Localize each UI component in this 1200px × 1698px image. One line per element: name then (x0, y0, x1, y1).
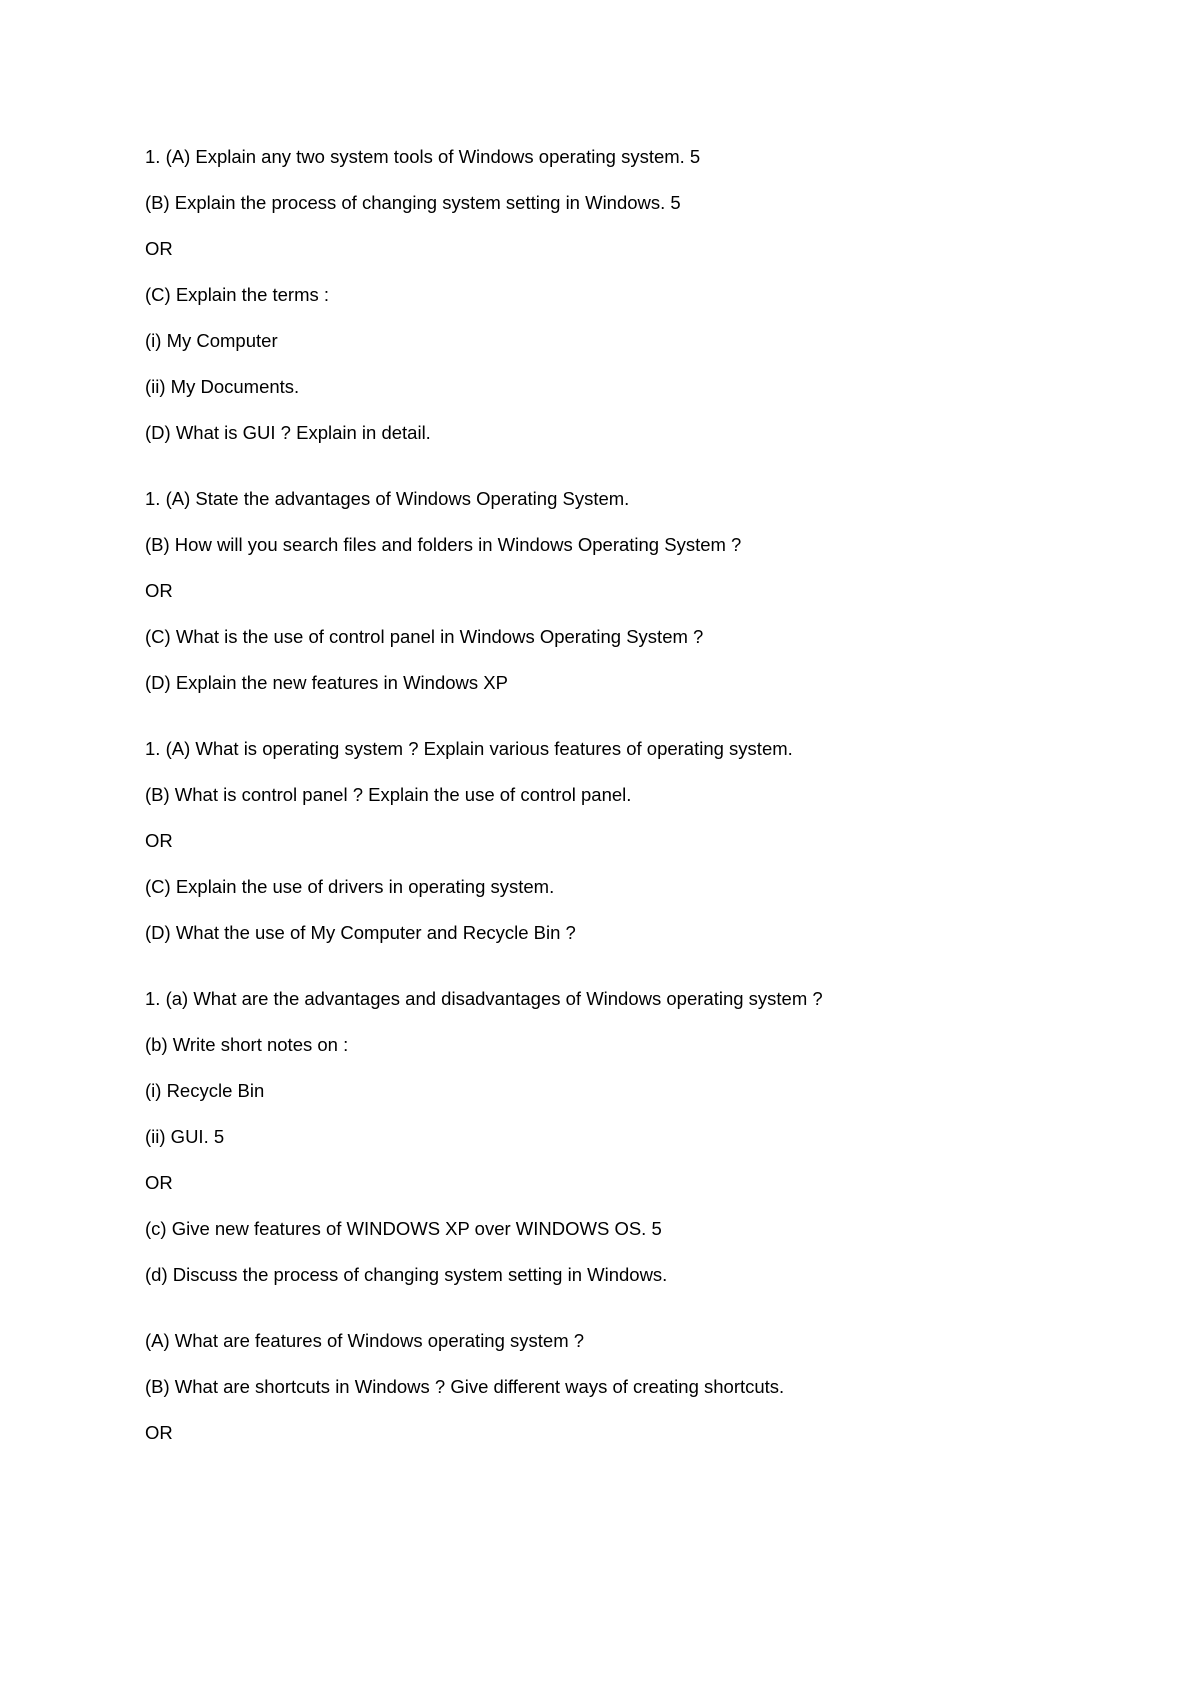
question-line: 1. (A) State the advantages of Windows Operating System. (145, 488, 630, 509)
question-line: (D) What is GUI ? Explain in detail. (145, 422, 431, 443)
question-block-4 (145, 988, 1105, 1286)
question-block-3 (145, 738, 1105, 944)
question-line: 1. (a) What are the advantages and disadvantages of Windows operating system ? (145, 988, 823, 1009)
question-line: (c) Give new features of WINDOWS XP over WINDOWS OS. 5 (145, 1218, 662, 1239)
sub-question-line: (ii) My Documents. (145, 376, 300, 397)
question-list (145, 146, 1105, 1468)
question-line: (B) What is control panel ? Explain the use of control panel. (145, 784, 632, 805)
or-separator: OR (145, 830, 173, 851)
question-line: (B) How will you search files and folders in Windows Operating System ? (145, 534, 742, 555)
question-block-2 (145, 488, 1105, 694)
question-block-5 (145, 1330, 1105, 1444)
question-line: (C) Explain the use of drivers in operating system. (145, 876, 555, 897)
question-line: (b) Write short notes on : (145, 1034, 349, 1055)
question-line: 1. (A) Explain any two system tools of Windows operating system. 5 (145, 146, 701, 167)
or-separator: OR (145, 1172, 173, 1193)
question-line: (A) What are features of Windows operating system ? (145, 1330, 585, 1351)
sub-question-line: (i) Recycle Bin (145, 1080, 265, 1101)
or-separator: OR (145, 1422, 173, 1443)
question-line: (D) Explain the new features in Windows XP (145, 672, 508, 693)
question-line: (d) Discuss the process of changing system setting in Windows. (145, 1264, 668, 1285)
question-block-1 (145, 146, 1105, 444)
question-line: (B) Explain the process of changing system setting in Windows. 5 (145, 192, 681, 213)
or-separator: OR (145, 580, 173, 601)
or-separator: OR (145, 238, 173, 259)
question-line: 1. (A) What is operating system ? Explain various features of operating system. (145, 738, 793, 759)
question-line: (D) What the use of My Computer and Recycle Bin ? (145, 922, 576, 943)
sub-question-line: (i) My Computer (145, 330, 278, 351)
question-line: (C) What is the use of control panel in Windows Operating System ? (145, 626, 704, 647)
question-line: (B) What are shortcuts in Windows ? Give different ways of creating shortcuts. (145, 1376, 785, 1397)
question-line: (C) Explain the terms : (145, 284, 330, 305)
sub-question-line: (ii) GUI. 5 (145, 1126, 225, 1147)
